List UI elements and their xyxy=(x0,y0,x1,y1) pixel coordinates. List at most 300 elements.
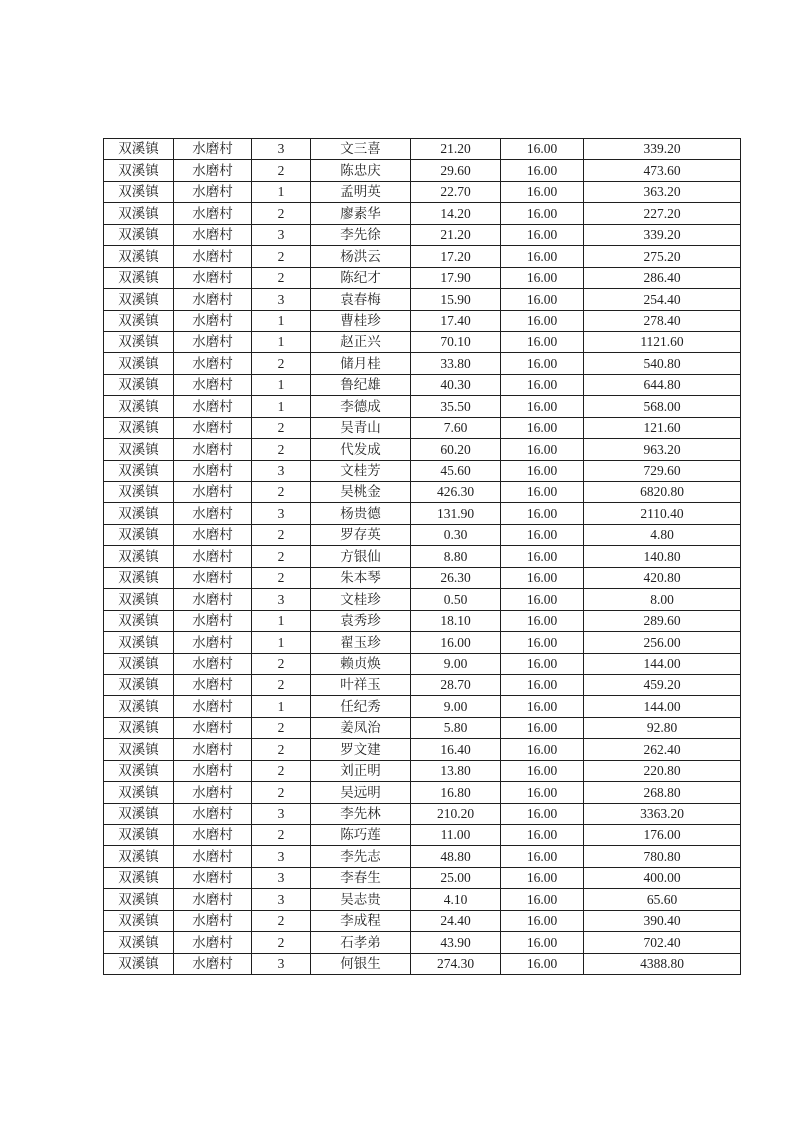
area-cell: 14.20 xyxy=(411,203,501,224)
unit-price-cell: 16.00 xyxy=(501,932,584,953)
town-cell: 双溪镇 xyxy=(104,760,174,781)
unit-price-cell: 16.00 xyxy=(501,546,584,567)
group-number-cell: 2 xyxy=(252,739,311,760)
unit-price-cell: 16.00 xyxy=(501,460,584,481)
table-row xyxy=(104,932,741,953)
group-number-cell: 2 xyxy=(252,353,311,374)
amount-cell: 254.40 xyxy=(584,289,741,310)
town-cell: 双溪镇 xyxy=(104,889,174,910)
table-body xyxy=(104,139,741,975)
village-cell: 水磨村 xyxy=(174,374,252,395)
group-number-cell: 3 xyxy=(252,503,311,524)
town-cell: 双溪镇 xyxy=(104,181,174,202)
village-cell: 水磨村 xyxy=(174,760,252,781)
group-number-cell: 2 xyxy=(252,910,311,931)
amount-cell: 3363.20 xyxy=(584,803,741,824)
area-cell: 11.00 xyxy=(411,825,501,846)
group-number-cell: 2 xyxy=(252,482,311,503)
village-cell: 水磨村 xyxy=(174,439,252,460)
person-name-cell: 代发成 xyxy=(311,439,411,460)
amount-cell: 6820.80 xyxy=(584,482,741,503)
person-name-cell: 赵正兴 xyxy=(311,331,411,352)
group-number-cell: 2 xyxy=(252,267,311,288)
person-name-cell: 李成程 xyxy=(311,910,411,931)
area-cell: 15.90 xyxy=(411,289,501,310)
unit-price-cell: 16.00 xyxy=(501,760,584,781)
village-cell: 水磨村 xyxy=(174,803,252,824)
table-row xyxy=(104,181,741,202)
town-cell: 双溪镇 xyxy=(104,674,174,695)
amount-cell: 121.60 xyxy=(584,417,741,438)
village-cell: 水磨村 xyxy=(174,867,252,888)
table-row xyxy=(104,910,741,931)
area-cell: 274.30 xyxy=(411,953,501,974)
amount-cell: 92.80 xyxy=(584,717,741,738)
town-cell: 双溪镇 xyxy=(104,353,174,374)
person-name-cell: 吴远明 xyxy=(311,782,411,803)
area-cell: 17.90 xyxy=(411,267,501,288)
person-name-cell: 陈忠庆 xyxy=(311,160,411,181)
amount-cell: 473.60 xyxy=(584,160,741,181)
group-number-cell: 2 xyxy=(252,825,311,846)
village-cell: 水磨村 xyxy=(174,782,252,803)
group-number-cell: 3 xyxy=(252,589,311,610)
amount-cell: 275.20 xyxy=(584,246,741,267)
town-cell: 双溪镇 xyxy=(104,717,174,738)
village-cell: 水磨村 xyxy=(174,932,252,953)
village-cell: 水磨村 xyxy=(174,674,252,695)
unit-price-cell: 16.00 xyxy=(501,310,584,331)
area-cell: 21.20 xyxy=(411,139,501,160)
amount-cell: 339.20 xyxy=(584,139,741,160)
village-cell: 水磨村 xyxy=(174,717,252,738)
town-cell: 双溪镇 xyxy=(104,331,174,352)
amount-cell: 144.00 xyxy=(584,653,741,674)
unit-price-cell: 16.00 xyxy=(501,739,584,760)
area-cell: 0.50 xyxy=(411,589,501,610)
table-row xyxy=(104,610,741,631)
village-cell: 水磨村 xyxy=(174,589,252,610)
village-cell: 水磨村 xyxy=(174,310,252,331)
town-cell: 双溪镇 xyxy=(104,417,174,438)
village-cell: 水磨村 xyxy=(174,610,252,631)
unit-price-cell: 16.00 xyxy=(501,889,584,910)
town-cell: 双溪镇 xyxy=(104,696,174,717)
area-cell: 70.10 xyxy=(411,331,501,352)
unit-price-cell: 16.00 xyxy=(501,825,584,846)
unit-price-cell: 16.00 xyxy=(501,374,584,395)
unit-price-cell: 16.00 xyxy=(501,417,584,438)
village-cell: 水磨村 xyxy=(174,696,252,717)
amount-cell: 729.60 xyxy=(584,460,741,481)
group-number-cell: 1 xyxy=(252,696,311,717)
unit-price-cell: 16.00 xyxy=(501,396,584,417)
village-cell: 水磨村 xyxy=(174,267,252,288)
town-cell: 双溪镇 xyxy=(104,460,174,481)
village-cell: 水磨村 xyxy=(174,546,252,567)
person-name-cell: 刘正明 xyxy=(311,760,411,781)
amount-cell: 400.00 xyxy=(584,867,741,888)
person-name-cell: 陈巧莲 xyxy=(311,825,411,846)
town-cell: 双溪镇 xyxy=(104,289,174,310)
subsidy-table xyxy=(103,138,741,975)
village-cell: 水磨村 xyxy=(174,739,252,760)
area-cell: 131.90 xyxy=(411,503,501,524)
group-number-cell: 2 xyxy=(252,760,311,781)
area-cell: 45.60 xyxy=(411,460,501,481)
table-row xyxy=(104,482,741,503)
person-name-cell: 储月桂 xyxy=(311,353,411,374)
person-name-cell: 何银生 xyxy=(311,953,411,974)
group-number-cell: 1 xyxy=(252,310,311,331)
area-cell: 48.80 xyxy=(411,846,501,867)
village-cell: 水磨村 xyxy=(174,396,252,417)
village-cell: 水磨村 xyxy=(174,653,252,674)
area-cell: 21.20 xyxy=(411,224,501,245)
amount-cell: 268.80 xyxy=(584,782,741,803)
area-cell: 43.90 xyxy=(411,932,501,953)
area-cell: 0.30 xyxy=(411,524,501,545)
unit-price-cell: 16.00 xyxy=(501,160,584,181)
town-cell: 双溪镇 xyxy=(104,782,174,803)
table-row xyxy=(104,503,741,524)
unit-price-cell: 16.00 xyxy=(501,953,584,974)
unit-price-cell: 16.00 xyxy=(501,503,584,524)
unit-price-cell: 16.00 xyxy=(501,632,584,653)
amount-cell: 390.40 xyxy=(584,910,741,931)
table-row xyxy=(104,867,741,888)
village-cell: 水磨村 xyxy=(174,910,252,931)
person-name-cell: 罗文建 xyxy=(311,739,411,760)
unit-price-cell: 16.00 xyxy=(501,181,584,202)
village-cell: 水磨村 xyxy=(174,246,252,267)
amount-cell: 702.40 xyxy=(584,932,741,953)
village-cell: 水磨村 xyxy=(174,846,252,867)
town-cell: 双溪镇 xyxy=(104,653,174,674)
person-name-cell: 曹桂珍 xyxy=(311,310,411,331)
group-number-cell: 2 xyxy=(252,160,311,181)
person-name-cell: 李德成 xyxy=(311,396,411,417)
person-name-cell: 廖素华 xyxy=(311,203,411,224)
amount-cell: 339.20 xyxy=(584,224,741,245)
group-number-cell: 1 xyxy=(252,632,311,653)
unit-price-cell: 16.00 xyxy=(501,610,584,631)
table-row xyxy=(104,396,741,417)
amount-cell: 289.60 xyxy=(584,610,741,631)
person-name-cell: 杨贵德 xyxy=(311,503,411,524)
town-cell: 双溪镇 xyxy=(104,396,174,417)
unit-price-cell: 16.00 xyxy=(501,910,584,931)
amount-cell: 8.00 xyxy=(584,589,741,610)
area-cell: 26.30 xyxy=(411,567,501,588)
unit-price-cell: 16.00 xyxy=(501,867,584,888)
area-cell: 16.80 xyxy=(411,782,501,803)
village-cell: 水磨村 xyxy=(174,460,252,481)
person-name-cell: 吴志贵 xyxy=(311,889,411,910)
group-number-cell: 2 xyxy=(252,524,311,545)
village-cell: 水磨村 xyxy=(174,632,252,653)
table-row xyxy=(104,760,741,781)
amount-cell: 278.40 xyxy=(584,310,741,331)
person-name-cell: 赖贞焕 xyxy=(311,653,411,674)
area-cell: 4.10 xyxy=(411,889,501,910)
group-number-cell: 2 xyxy=(252,439,311,460)
town-cell: 双溪镇 xyxy=(104,246,174,267)
area-cell: 60.20 xyxy=(411,439,501,460)
unit-price-cell: 16.00 xyxy=(501,331,584,352)
table-row xyxy=(104,567,741,588)
table-row xyxy=(104,889,741,910)
person-name-cell: 文桂珍 xyxy=(311,589,411,610)
person-name-cell: 朱本琴 xyxy=(311,567,411,588)
area-cell: 17.20 xyxy=(411,246,501,267)
person-name-cell: 罗存英 xyxy=(311,524,411,545)
group-number-cell: 2 xyxy=(252,717,311,738)
group-number-cell: 3 xyxy=(252,460,311,481)
person-name-cell: 李春生 xyxy=(311,867,411,888)
person-name-cell: 翟玉珍 xyxy=(311,632,411,653)
table-row xyxy=(104,717,741,738)
amount-cell: 286.40 xyxy=(584,267,741,288)
unit-price-cell: 16.00 xyxy=(501,717,584,738)
group-number-cell: 1 xyxy=(252,396,311,417)
area-cell: 33.80 xyxy=(411,353,501,374)
amount-cell: 220.80 xyxy=(584,760,741,781)
group-number-cell: 2 xyxy=(252,567,311,588)
town-cell: 双溪镇 xyxy=(104,932,174,953)
area-cell: 29.60 xyxy=(411,160,501,181)
village-cell: 水磨村 xyxy=(174,503,252,524)
table-row xyxy=(104,139,741,160)
village-cell: 水磨村 xyxy=(174,139,252,160)
table-row xyxy=(104,953,741,974)
person-name-cell: 李先徐 xyxy=(311,224,411,245)
unit-price-cell: 16.00 xyxy=(501,246,584,267)
group-number-cell: 3 xyxy=(252,846,311,867)
amount-cell: 256.00 xyxy=(584,632,741,653)
group-number-cell: 2 xyxy=(252,203,311,224)
amount-cell: 1121.60 xyxy=(584,331,741,352)
amount-cell: 780.80 xyxy=(584,846,741,867)
town-cell: 双溪镇 xyxy=(104,589,174,610)
table-row xyxy=(104,267,741,288)
table-row xyxy=(104,374,741,395)
area-cell: 40.30 xyxy=(411,374,501,395)
village-cell: 水磨村 xyxy=(174,567,252,588)
group-number-cell: 3 xyxy=(252,139,311,160)
town-cell: 双溪镇 xyxy=(104,374,174,395)
person-name-cell: 文桂芳 xyxy=(311,460,411,481)
table-row xyxy=(104,739,741,760)
village-cell: 水磨村 xyxy=(174,289,252,310)
village-cell: 水磨村 xyxy=(174,160,252,181)
table-row xyxy=(104,246,741,267)
unit-price-cell: 16.00 xyxy=(501,589,584,610)
table-row xyxy=(104,803,741,824)
amount-cell: 420.80 xyxy=(584,567,741,588)
town-cell: 双溪镇 xyxy=(104,546,174,567)
table-row xyxy=(104,289,741,310)
town-cell: 双溪镇 xyxy=(104,803,174,824)
town-cell: 双溪镇 xyxy=(104,632,174,653)
village-cell: 水磨村 xyxy=(174,953,252,974)
town-cell: 双溪镇 xyxy=(104,482,174,503)
table-row xyxy=(104,846,741,867)
town-cell: 双溪镇 xyxy=(104,160,174,181)
village-cell: 水磨村 xyxy=(174,889,252,910)
table-row xyxy=(104,224,741,245)
area-cell: 24.40 xyxy=(411,910,501,931)
person-name-cell: 吴桃金 xyxy=(311,482,411,503)
group-number-cell: 3 xyxy=(252,803,311,824)
table-row xyxy=(104,696,741,717)
person-name-cell: 叶祥玉 xyxy=(311,674,411,695)
group-number-cell: 3 xyxy=(252,953,311,974)
amount-cell: 176.00 xyxy=(584,825,741,846)
person-name-cell: 袁秀珍 xyxy=(311,610,411,631)
area-cell: 8.80 xyxy=(411,546,501,567)
amount-cell: 363.20 xyxy=(584,181,741,202)
person-name-cell: 任纪秀 xyxy=(311,696,411,717)
unit-price-cell: 16.00 xyxy=(501,203,584,224)
area-cell: 16.40 xyxy=(411,739,501,760)
group-number-cell: 3 xyxy=(252,289,311,310)
table-row xyxy=(104,825,741,846)
table-row xyxy=(104,524,741,545)
group-number-cell: 2 xyxy=(252,417,311,438)
unit-price-cell: 16.00 xyxy=(501,139,584,160)
village-cell: 水磨村 xyxy=(174,224,252,245)
group-number-cell: 2 xyxy=(252,674,311,695)
person-name-cell: 文三喜 xyxy=(311,139,411,160)
unit-price-cell: 16.00 xyxy=(501,653,584,674)
area-cell: 9.00 xyxy=(411,653,501,674)
group-number-cell: 1 xyxy=(252,610,311,631)
area-cell: 210.20 xyxy=(411,803,501,824)
village-cell: 水磨村 xyxy=(174,417,252,438)
unit-price-cell: 16.00 xyxy=(501,353,584,374)
town-cell: 双溪镇 xyxy=(104,267,174,288)
table-row xyxy=(104,417,741,438)
area-cell: 5.80 xyxy=(411,717,501,738)
table-row xyxy=(104,439,741,460)
town-cell: 双溪镇 xyxy=(104,503,174,524)
table-row xyxy=(104,160,741,181)
amount-cell: 65.60 xyxy=(584,889,741,910)
amount-cell: 4.80 xyxy=(584,524,741,545)
group-number-cell: 2 xyxy=(252,653,311,674)
person-name-cell: 鲁纪雄 xyxy=(311,374,411,395)
area-cell: 22.70 xyxy=(411,181,501,202)
town-cell: 双溪镇 xyxy=(104,567,174,588)
town-cell: 双溪镇 xyxy=(104,610,174,631)
area-cell: 18.10 xyxy=(411,610,501,631)
area-cell: 35.50 xyxy=(411,396,501,417)
unit-price-cell: 16.00 xyxy=(501,846,584,867)
area-cell: 13.80 xyxy=(411,760,501,781)
town-cell: 双溪镇 xyxy=(104,867,174,888)
unit-price-cell: 16.00 xyxy=(501,803,584,824)
table-row xyxy=(104,632,741,653)
unit-price-cell: 16.00 xyxy=(501,524,584,545)
area-cell: 16.00 xyxy=(411,632,501,653)
group-number-cell: 3 xyxy=(252,889,311,910)
table-row xyxy=(104,353,741,374)
table-row xyxy=(104,653,741,674)
unit-price-cell: 16.00 xyxy=(501,482,584,503)
town-cell: 双溪镇 xyxy=(104,953,174,974)
group-number-cell: 2 xyxy=(252,546,311,567)
group-number-cell: 3 xyxy=(252,224,311,245)
unit-price-cell: 16.00 xyxy=(501,782,584,803)
person-name-cell: 陈纪才 xyxy=(311,267,411,288)
unit-price-cell: 16.00 xyxy=(501,567,584,588)
unit-price-cell: 16.00 xyxy=(501,289,584,310)
person-name-cell: 石孝弟 xyxy=(311,932,411,953)
table-row xyxy=(104,546,741,567)
village-cell: 水磨村 xyxy=(174,825,252,846)
person-name-cell: 杨洪云 xyxy=(311,246,411,267)
person-name-cell: 袁春梅 xyxy=(311,289,411,310)
town-cell: 双溪镇 xyxy=(104,203,174,224)
village-cell: 水磨村 xyxy=(174,524,252,545)
person-name-cell: 方银仙 xyxy=(311,546,411,567)
table-row xyxy=(104,331,741,352)
area-cell: 17.40 xyxy=(411,310,501,331)
area-cell: 7.60 xyxy=(411,417,501,438)
amount-cell: 540.80 xyxy=(584,353,741,374)
town-cell: 双溪镇 xyxy=(104,439,174,460)
person-name-cell: 孟明英 xyxy=(311,181,411,202)
village-cell: 水磨村 xyxy=(174,331,252,352)
village-cell: 水磨村 xyxy=(174,203,252,224)
table-row xyxy=(104,674,741,695)
person-name-cell: 李先志 xyxy=(311,846,411,867)
town-cell: 双溪镇 xyxy=(104,139,174,160)
amount-cell: 262.40 xyxy=(584,739,741,760)
unit-price-cell: 16.00 xyxy=(501,696,584,717)
table-row xyxy=(104,589,741,610)
group-number-cell: 1 xyxy=(252,181,311,202)
person-name-cell: 吴青山 xyxy=(311,417,411,438)
table-row xyxy=(104,460,741,481)
unit-price-cell: 16.00 xyxy=(501,267,584,288)
town-cell: 双溪镇 xyxy=(104,310,174,331)
amount-cell: 568.00 xyxy=(584,396,741,417)
amount-cell: 644.80 xyxy=(584,374,741,395)
amount-cell: 963.20 xyxy=(584,439,741,460)
town-cell: 双溪镇 xyxy=(104,224,174,245)
town-cell: 双溪镇 xyxy=(104,739,174,760)
amount-cell: 140.80 xyxy=(584,546,741,567)
unit-price-cell: 16.00 xyxy=(501,674,584,695)
unit-price-cell: 16.00 xyxy=(501,224,584,245)
amount-cell: 227.20 xyxy=(584,203,741,224)
amount-cell: 459.20 xyxy=(584,674,741,695)
group-number-cell: 1 xyxy=(252,374,311,395)
group-number-cell: 2 xyxy=(252,246,311,267)
amount-cell: 4388.80 xyxy=(584,953,741,974)
village-cell: 水磨村 xyxy=(174,353,252,374)
village-cell: 水磨村 xyxy=(174,482,252,503)
village-cell: 水磨村 xyxy=(174,181,252,202)
group-number-cell: 2 xyxy=(252,782,311,803)
area-cell: 25.00 xyxy=(411,867,501,888)
table-row xyxy=(104,782,741,803)
table-row xyxy=(104,310,741,331)
group-number-cell: 2 xyxy=(252,932,311,953)
amount-cell: 2110.40 xyxy=(584,503,741,524)
